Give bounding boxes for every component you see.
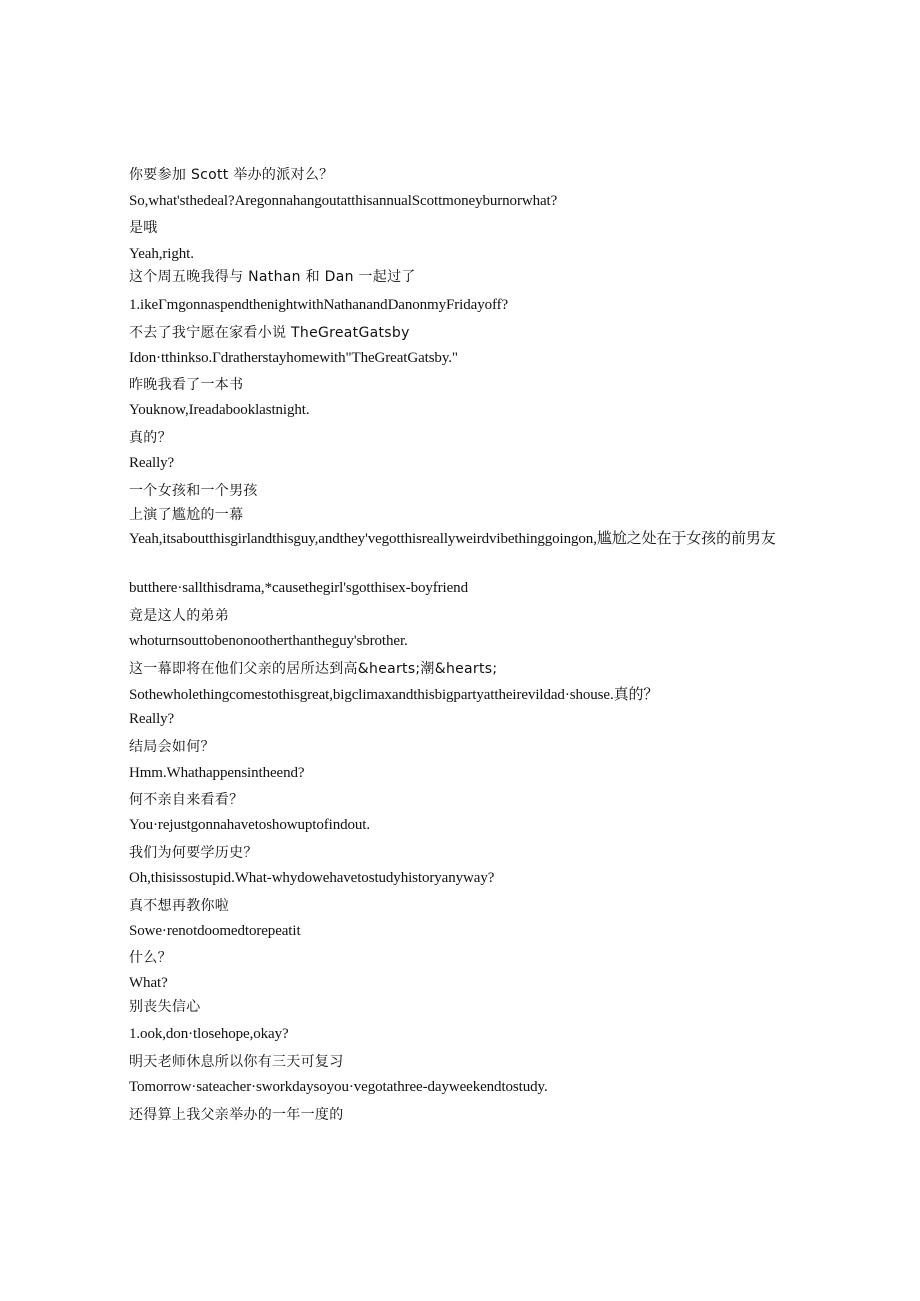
text-line: 你要参加 Scott 举办的派对么？ xyxy=(129,167,334,183)
text-line: 1.ook,don·tlosehope,okay? xyxy=(129,1026,289,1042)
text-line: 上演了尴尬的一幕 xyxy=(129,507,244,523)
text-line: 昨晚我看了一本书 xyxy=(129,377,244,393)
text-line: 真不想再教你啦 xyxy=(129,898,230,914)
text-line: 明天老师休息所以你有三天可复习 xyxy=(129,1054,344,1070)
text-line: 竟是这人的弟弟 xyxy=(129,608,230,624)
text-line: whoturnsouttobenonootherthantheguy'sbrother. xyxy=(129,633,408,649)
text-line: So,what'sthedeal?AregonnahangoutatthisannualScottmoneyburnorwhat? xyxy=(129,193,558,209)
text-line: What? xyxy=(129,975,168,991)
text-line: 这个周五晚我得与 Nathan 和 Dan 一起过了 xyxy=(129,269,416,285)
text-line: Sowe·renotdoomedtorepeatit xyxy=(129,923,301,939)
text-line: 还得算上我父亲举办的一年一度的 xyxy=(129,1107,344,1123)
text-line: 结局会如何？ xyxy=(129,739,215,755)
text-line: Yeah,right. xyxy=(129,246,194,262)
text-line: 是哦 xyxy=(129,220,158,236)
text-line: 什么？ xyxy=(129,950,172,966)
text-line: Youknow,Ireadabooklastnight. xyxy=(129,402,310,418)
text-line: 一个女孩和一个男孩 xyxy=(129,483,258,499)
text-line: 1.ikeΓmgonnaspendthenightwithNathanandDanonmyFridayoff? xyxy=(129,297,509,313)
text-line: Really? xyxy=(129,711,175,727)
text-line: You·rejustgonnahavetoshowuptofindout. xyxy=(129,817,371,833)
text-line: 何不亲自来看看？ xyxy=(129,792,244,808)
text-line: butthere·sallthisdrama,*causethegirl'sgotthisex-boyfriend xyxy=(129,580,468,596)
text-line: Idon·tthinkso.Γdratherstayhomewith"TheGreatGatsby." xyxy=(129,350,458,366)
text-line: Hmm.Whathappensintheend? xyxy=(129,765,305,781)
text-line: 我们为何要学历史？ xyxy=(129,845,258,861)
text-line: 别丧失信心 xyxy=(129,999,201,1015)
text-line: Tomorrow·sateacher·sworkdaysoyou·vegotathree-dayweekendtostudy. xyxy=(129,1079,548,1095)
text-line: Oh,thisissostupid.What-whydowehavetostudyhistoryanyway? xyxy=(129,870,495,886)
text-line: 这一幕即将在他们父亲的居所达到高&hearts;潮&hearts; xyxy=(129,661,498,677)
text-line: 真的？ xyxy=(129,430,172,446)
text-line: Sothewholethingcomestothisgreat,bigclimaxandthisbigpartyattheirevildad·shouse.真的？ xyxy=(129,687,659,703)
text-line: 不去了我宁愿在家看小说 TheGreatGatsby xyxy=(129,325,410,341)
text-line: Really? xyxy=(129,455,175,471)
text-line: Yeah,itsaboutthisgirlandthisguy,andthey'vegotthisreallyweirdvibethinggoingon,尴尬之处在于女孩的前男友 xyxy=(129,531,776,547)
